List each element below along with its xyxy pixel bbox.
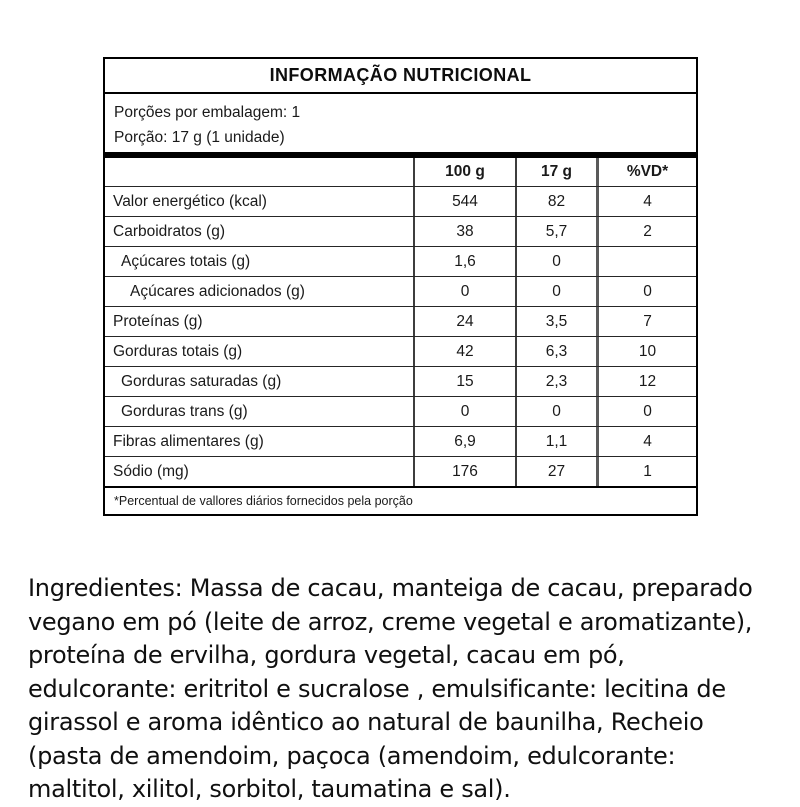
column-header-spacer: [105, 158, 413, 186]
row-value-17g: 82: [515, 187, 596, 216]
row-label: Valor energético (kcal): [113, 192, 267, 210]
row-value-vd: 0: [596, 277, 696, 306]
row-value-100g: 42: [413, 337, 515, 366]
table-row: [105, 246, 696, 276]
row-value-vd: 10: [596, 337, 696, 366]
row-value-100g: 0: [413, 277, 515, 306]
row-value-17g: 3,5: [515, 307, 596, 336]
row-value-17g: 1,1: [515, 427, 596, 456]
row-value-100g: 6,9: [413, 427, 515, 456]
row-value-vd: 4: [596, 187, 696, 216]
table-row: [105, 186, 696, 216]
row-value-17g: 0: [515, 247, 596, 276]
row-label: Fibras alimentares (g): [113, 432, 264, 450]
row-value-100g: 38: [413, 217, 515, 246]
servings-per-package: Porções por embalagem: 1: [114, 104, 301, 121]
table-row: [105, 456, 696, 486]
row-value-100g: 15: [413, 367, 515, 396]
row-label: Sódio (mg): [113, 462, 189, 480]
row-value-100g: 176: [413, 457, 515, 486]
row-value-vd: 2: [596, 217, 696, 246]
row-value-100g: 1,6: [413, 247, 515, 276]
column-header-100g: 100 g: [413, 158, 515, 186]
row-label: Gorduras saturadas (g): [121, 372, 282, 390]
row-value-17g: 6,3: [515, 337, 596, 366]
row-value-vd: 4: [596, 427, 696, 456]
row-value-17g: 0: [515, 277, 596, 306]
table-row: [105, 366, 696, 396]
ingredients-paragraph: [28, 572, 753, 807]
nutrition-facts-table: [103, 57, 698, 516]
column-header-17g: 17 g: [515, 158, 596, 186]
row-value-100g: 24: [413, 307, 515, 336]
row-label: Carboidratos (g): [113, 222, 225, 240]
row-value-vd: 0: [596, 397, 696, 426]
serving-info: [105, 94, 696, 158]
ingredients-line: vegano em pó (leite de arroz, creme vegetal e aromatizante),: [28, 607, 753, 636]
row-label: Açúcares totais (g): [121, 252, 251, 270]
ingredients-line: maltitol, xilitol, sorbitol, taumatina e sal).: [28, 775, 511, 803]
table-row: [105, 336, 696, 366]
table-row: [105, 276, 696, 306]
row-value-vd: [596, 247, 696, 276]
row-value-17g: 0: [515, 397, 596, 426]
row-value-vd: 7: [596, 307, 696, 336]
column-header-vd: %VD*: [596, 158, 696, 186]
table-row: [105, 216, 696, 246]
row-label: Proteínas (g): [113, 312, 203, 330]
ingredients-line: (pasta de amendoim, paçoca (amendoim, edulcorante:: [28, 741, 676, 770]
row-value-100g: 0: [413, 397, 515, 426]
table-footnote: *Percentual de vallores diários fornecidos pela porção: [105, 486, 696, 514]
row-label: Gorduras totais (g): [113, 342, 243, 360]
row-value-17g: 2,3: [515, 367, 596, 396]
table-row: [105, 426, 696, 456]
ingredients-line: Ingredientes: Massa de cacau, manteiga de cacau, preparado: [28, 574, 753, 602]
row-value-17g: 5,7: [515, 217, 596, 246]
table-title: INFORMAÇÃO NUTRICIONAL: [105, 59, 696, 94]
table-row: [105, 396, 696, 426]
row-value-17g: 27: [515, 457, 596, 486]
serving-size: Porção: 17 g (1 unidade): [114, 129, 285, 146]
ingredients-line: girassol e aroma idêntico ao natural de baunilha, Recheio: [28, 708, 704, 736]
row-label: Açúcares adicionados (g): [130, 282, 305, 300]
row-label: Gorduras trans (g): [121, 402, 248, 420]
column-header-row: [105, 158, 696, 186]
ingredients-line: proteína de ervilha, gordura vegetal, cacau em pó,: [28, 641, 625, 669]
table-row: [105, 306, 696, 336]
row-value-vd: 12: [596, 367, 696, 396]
row-value-vd: 1: [596, 457, 696, 486]
row-value-100g: 544: [413, 187, 515, 216]
ingredients-line: edulcorante: eritritol e sucralose , emulsificante: lecitina de: [28, 674, 726, 703]
